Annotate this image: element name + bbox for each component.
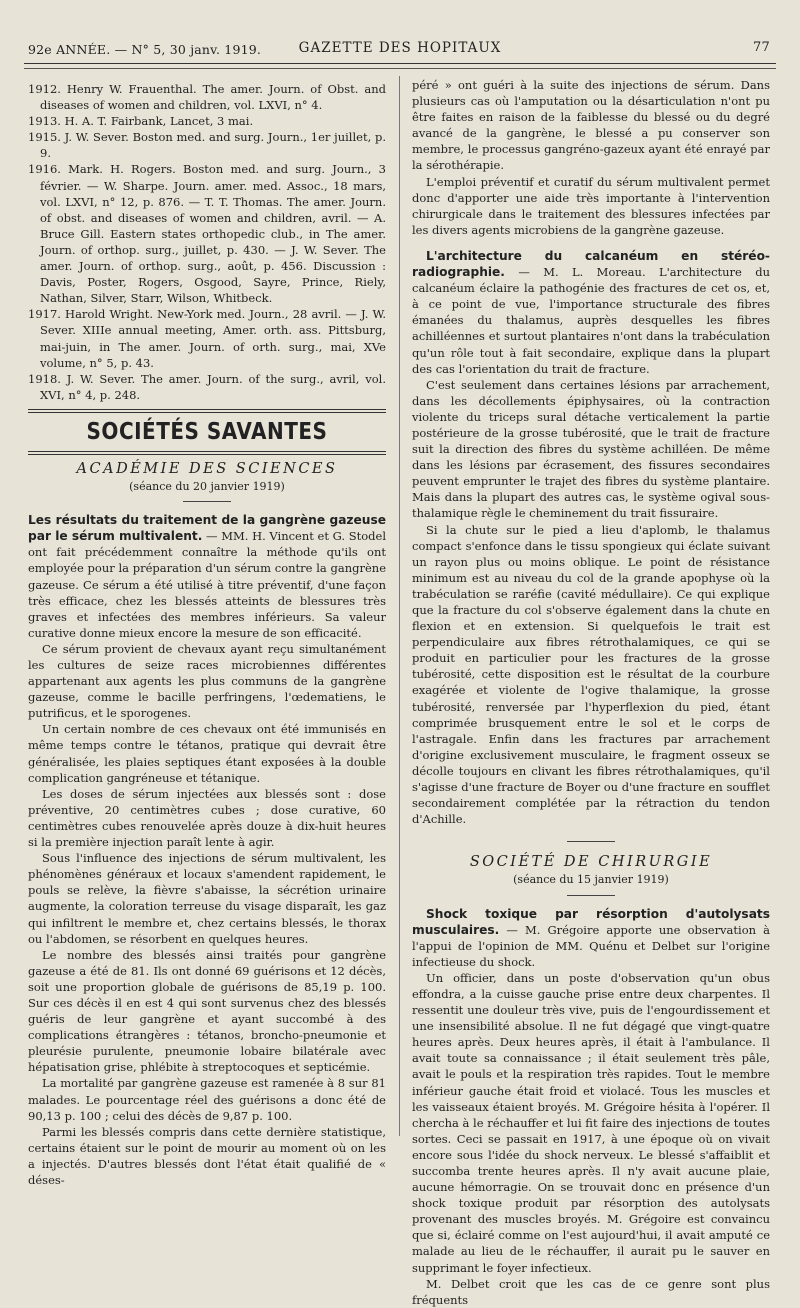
article-paragraph: Un officier, dans un poste d'observation qu'un obus effondra, a la cuisse gauche prise entre deux charpentes. Il ressentit une douleur très vive, puis de l'engourdissement et une insensibilité absolue. Il ne fut dégagé que vingt-quatre heures après. Deux heures après, il était à l'ambulance. Il avait toute sa connaissance ; il était seulement très pâle, avait le pouls et la respiration très rapides. Tout le membre inférieur gauche était froid et violacé. Tous les muscles et les vaisseaux étaient broyés. M. Grégoire hésita à l'opérer. Il chercha à le réchauffer et lui fit faire des injections de toutes sortes. Ceci se passait en 1917, à une époque où on vivait encore sous l'idée du shock nerveux. Le blessé s'affaiblit et succomba trente heures après. Il n'y avait aucune plaie, aucune hémorragie. On se trouvait donc en présence d'un shock toxique produit par résorption des autolysats provenant des muscles broyés. M. Grégoire est convaincu que si, éclairé comme on l'est aujourd'hui, il avait amputé ce malade au lieu de le réchauffer, il aurait pu le sauver en supprimant le foyer infectieux. xyxy=(412,970,770,1275)
reference-item: 1913. H. A. T. Fairbank, Lancet, 3 mai. xyxy=(28,114,254,129)
article-paragraph: Les doses de sérum injectées aux blessés sont : dose préventive, 20 centimètres cubes ; dose curative, 60 centimètres cubes renouvelée après douze à dix-huit heures si la première injection paraît lente à agir. xyxy=(28,786,386,850)
article-paragraph: C'est seulement dans certaines lésions par arrachement, dans les décollements épiphysaires, où la contraction violente du triceps sural détache verticalement la partie postérieure de la grosse tubérosité, que le trait de fracture suit la direction des fibres du système achilléen. De même dans les lésions par écrasement, des fissures secondaires peuvent emprunter le trajet des fibres du système plantaire. Mais dans la plupart des autres cas, le système ogival sous-thalamique règle le cheminement du trait fissuraire. xyxy=(412,377,770,521)
article-paragraph: Si la chute sur le pied a lieu d'aplomb, le thalamus compact s'enfonce dans le tissu spongieux qui éclate suivant un rayon plus ou moins oblique. Le point de résistance minimum est au niveau du col de la grande apophyse où la trabéculation se raréfie (cavité médullaire). Ce qui explique que la fracture du col s'observe également dans la chute en flexion et en extension. Si quelquefois le trait est perpendiculaire aux fibres rétrothalamiques, ce qui se produit en particulier pour les fractures de la grosse tubérosité, cette disposition est le résultat de la courbure exagérée et violente de l'ogive thalamique, la grosse tubérosité, renversée par l'hyperflexion du pied, étant comprimée brusquement entre le sol et le corps de l'astragale. Enfin dans les fractures par arrachement d'origine exclusivement musculaire, le fragment osseux se décolle toujours en clivant les fibres rétrothalamiques, qu'il s'agisse d'une fracture de Boyer ou d'une fracture en soufflet secondairement complétée par la rétraction du tendon d'Achille. xyxy=(412,522,770,827)
column-separator xyxy=(399,76,400,1136)
reference-item: 1915. J. W. Sever. Boston med. and surg. Journ., 1er juillet, p. 9. xyxy=(28,130,386,161)
article-paragraph: Un certain nombre de ces chevaux ont été immunisés en même temps contre le tétanos, pratique qui devrait être généralisée, les plaies septiques étant exposées à la double complication gangréneuse et tétanique. xyxy=(28,722,386,785)
article-paragraph: Parmi les blessés compris dans cette dernière statistique, certains étaient sur le point de mourir au moment où on les a injectés. D'autres blessés dont l'état était qualifié de « déses- xyxy=(28,1124,386,1187)
article-heading: Les résultats du traitement de la gangrène gazeuse par le sérum multivalent. xyxy=(28,513,386,544)
page-number: 77 xyxy=(753,40,770,55)
reference-item: 1918. J. W. Sever. The amer. Journ. of the surg., avril, vol. XVI, n° 4, p. 248. xyxy=(28,371,386,402)
article-paragraph: La mortalité par gangrène gazeuse est ramenée à 8 sur 81 malades. Le pourcentage réel des guérisons a donc été de 90,13 p. 100 ; celui des décès de 9,87 p. 100. xyxy=(28,1076,386,1123)
reference-item: 1916. Mark. H. Rogers. Boston med. and surg. Journ., 3 février. — W. Sharpe. Journ. amer. med. Assoc., 18 mars, vol. LXVI, n° 12, p. 876. — T. T. Thomas. The amer. Journ. of obst. and diseases of women and children, avril. — A. Bruce Gill. Eastern states orthopedic club., in The amer. Journ. of orthop. surg., juillet, p. 430. — J. W. Sever. The amer. Journ. of orthop. surg., août, p. 456. Discussion : Davis, Poster, Rogers, Osgood, Sayre, Prince, Riely, Nathan, Silver, Starr, Wilson, Whitbeck. xyxy=(28,162,386,306)
seance-date: (séance du 15 janvier 1919) xyxy=(513,873,669,887)
header-rule xyxy=(24,63,776,64)
header-rule-thin xyxy=(24,68,776,69)
article-paragraph: M. Delbet croit que les cas de ce genre sont plus fréquents xyxy=(412,1276,770,1307)
article-paragraph: Sous l'influence des injections de sérum multivalent, les phénomènes généraux et locaux s'amendent rapidement, le pouls se relève, la fièvre s'abaisse, la sécrétion urinaire augmente, la coloration terreuse du visage disparaît, les gaz qui infiltrent le membre et, chez certains blessés, le thorax ou l'abdomen, se résorbent en quelques heures. xyxy=(28,851,386,946)
article-heading: Shock toxique par résorption d'autolysats musculaires. xyxy=(412,906,770,937)
issue-info: 92e ANNÉE. — N° 5, 30 janv. 1919. xyxy=(28,42,262,57)
article-paragraph: Le nombre des blessés ainsi traités pour gangrène gazeuse a été de 81. Ils ont donné 69 guérisons et 12 décès, soit une proportion globale de guérisons de 85,19 p. 100. Sur ces décès il en est 4 qui sont survenus chez des blessés guéris de leur gangrène et ayant succombé à des complications étrangères : tétanos, broncho-pneumonie et pleurésie purulente, pneumonie lobaire bilatérale avec hépatisation grise, phlébite à streptocoques et septicémie. xyxy=(28,947,386,1075)
section-rule xyxy=(28,451,386,455)
article-heading: L'architecture du calcanéum en stéréo-radiographie. xyxy=(412,248,770,280)
spacer xyxy=(412,238,770,248)
societes-savantes-title: SOCIÉTÉS SAVANTES xyxy=(86,417,328,445)
section-rule xyxy=(28,409,386,413)
chirurgie-title: SOCIÉTÉ DE CHIRURGIE xyxy=(469,854,713,871)
article-text: — M. Grégoire apporte une observation à l'appui de l'opinion de MM. Quénu et Delbet sur l'origine infectieuse du shock. xyxy=(412,922,770,969)
article-paragraph: L'emploi préventif et curatif du sérum multivalent permet donc d'apporter une aide très importante à l'intervention chirurgicale dans le traitement des blessures infectées par les divers agents microbiens de la gangrène gazeuse. xyxy=(412,174,770,237)
article-paragraph xyxy=(412,906,770,970)
article-text: — M. L. Moreau. L'architecture du calcanéum éclaire la pathogénie des fractures de cet os, et, à ce point de vue, l'importance structurale des fibres émanées du thalamus, auprès desquelles les fibres achilléennes et surtout plantaires n'ont dans la trabéculation qu'un rôle tout à fait secondaire, explique dans la plupart des cas l'orientation du trait de fracture. xyxy=(412,265,770,376)
article-paragraph xyxy=(28,512,386,641)
seance-date: (séance du 20 janvier 1919) xyxy=(129,480,285,494)
article-paragraph: Ce sérum provient de chevaux ayant reçu simultanément les cultures de seize races microbiennes différentes appartenant aux agents les plus communs de la gangrène gazeuse, comme le bacille perfringens, l'œdematiens, le putrificus, et le sporogenes. xyxy=(28,641,386,721)
short-rule xyxy=(567,841,615,842)
article-text: — MM. H. Vincent et G. Stodel ont fait précédemment connaître la méthode qu'ils ont employée pour la préparation d'un sérum contre la gangrène gazeuse. Ce sérum a été utilisé à titre préventif, d'une façon très efficace, chez les blessés atteints de blessures très graves et infectées des membres inférieurs. Sa valeur curative donne mieux encore la mesure de son efficacité. xyxy=(28,529,387,640)
left-column xyxy=(28,81,386,1188)
academie-title: ACADÉMIE DES SCIENCES xyxy=(76,460,338,477)
short-rule xyxy=(567,895,615,896)
short-rule xyxy=(183,501,231,502)
article-paragraph: péré » ont guéri à la suite des injections de sérum. Dans plusieurs cas où l'amputation ou la désarticulation n'ont pu être faites en raison de la faiblesse du blessé ou du degré avancé de la gangrène, le blessé a pu conserver son membre, le processus gangréno-gazeux ayant été enrayé par la sérothérapie. xyxy=(412,78,770,173)
reference-item: 1912. Henry W. Frauenthal. The amer. Journ. of Obst. and diseases of women and children, vol. LXVI, n° 4. xyxy=(28,82,386,113)
journal-title: GAZETTE DES HOPITAUX xyxy=(298,40,502,56)
right-column xyxy=(412,77,770,1308)
running-header xyxy=(20,38,780,60)
article-paragraph xyxy=(412,248,770,377)
reference-list xyxy=(28,81,386,403)
reference-item: 1917. Harold Wright. New-York med. Journ., 28 avril. — J. W. Sever. XIIIe annual meeting, Amer. orth. ass. Pittsburg, mai-juin, in The amer. Journ. of orth. surg., mai, XVe volume, n° 5, p. 43. xyxy=(28,307,386,370)
